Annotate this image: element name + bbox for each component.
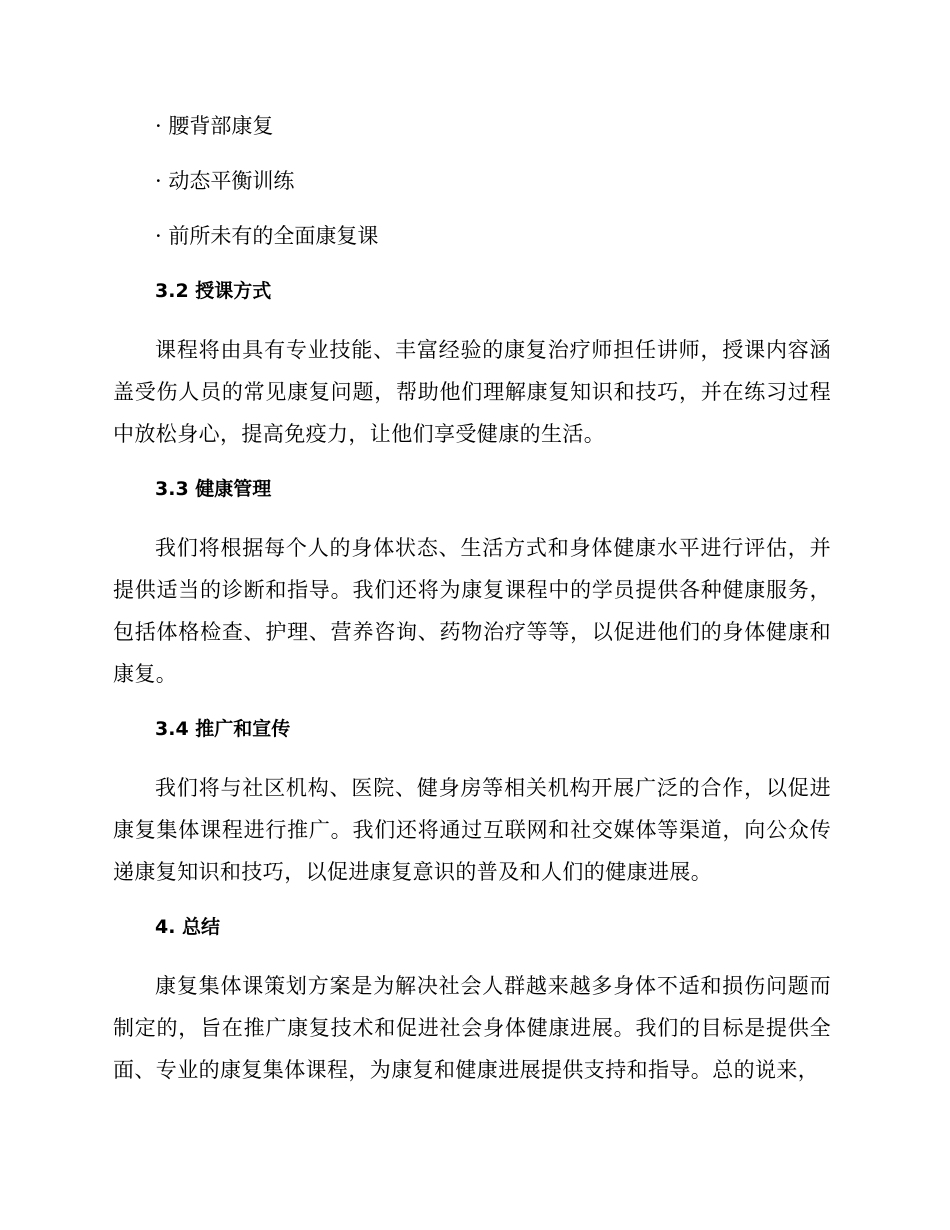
section-heading: 4. 总结 xyxy=(155,916,221,938)
bullet-item: · 前所未有的全面康复课 xyxy=(155,224,379,248)
section-heading: 3.3 健康管理 xyxy=(155,478,272,500)
section-paragraph: 课程将由具有专业技能、丰富经验的康复治疗师担任讲师，授课内容涵盖受伤人员的常见康复问题，帮助他们理解康复知识和技巧，并在练习过程中放松身心，提高免疫力，让他们享受健康的生活。 xyxy=(113,338,831,446)
section-heading: 3.4 推广和宣传 xyxy=(155,718,291,740)
bullet-item: · 腰背部康复 xyxy=(155,114,274,138)
section-heading: 3.2 授课方式 xyxy=(155,280,272,302)
section-paragraph: 康复集体课策划方案是为解决社会人群越来越多身体不适和损伤问题而制定的，旨在推广康复技术和促进社会身体健康进展。我们的目标是提供全面、专业的康复集体课程，为康复和健康进展提供支持和指导。总的说来， xyxy=(113,974,831,1082)
section-paragraph: 我们将根据每个人的身体状态、生活方式和身体健康水平进行评估，并提供适当的诊断和指导。我们还将为康复课程中的学员提供各种健康服务，包括体格检查、护理、营养咨询、药物治疗等等，以促进他们的身体健康和康复。 xyxy=(113,536,831,686)
section-paragraph: 我们将与社区机构、医院、健身房等相关机构开展广泛的合作，以促进康复集体课程进行推广。我们还将通过互联网和社交媒体等渠道，向公众传递康复知识和技巧，以促进康复意识的普及和人们的健康进展。 xyxy=(113,776,831,884)
bullet-item: · 动态平衡训练 xyxy=(155,169,295,193)
document-body xyxy=(113,110,831,1109)
